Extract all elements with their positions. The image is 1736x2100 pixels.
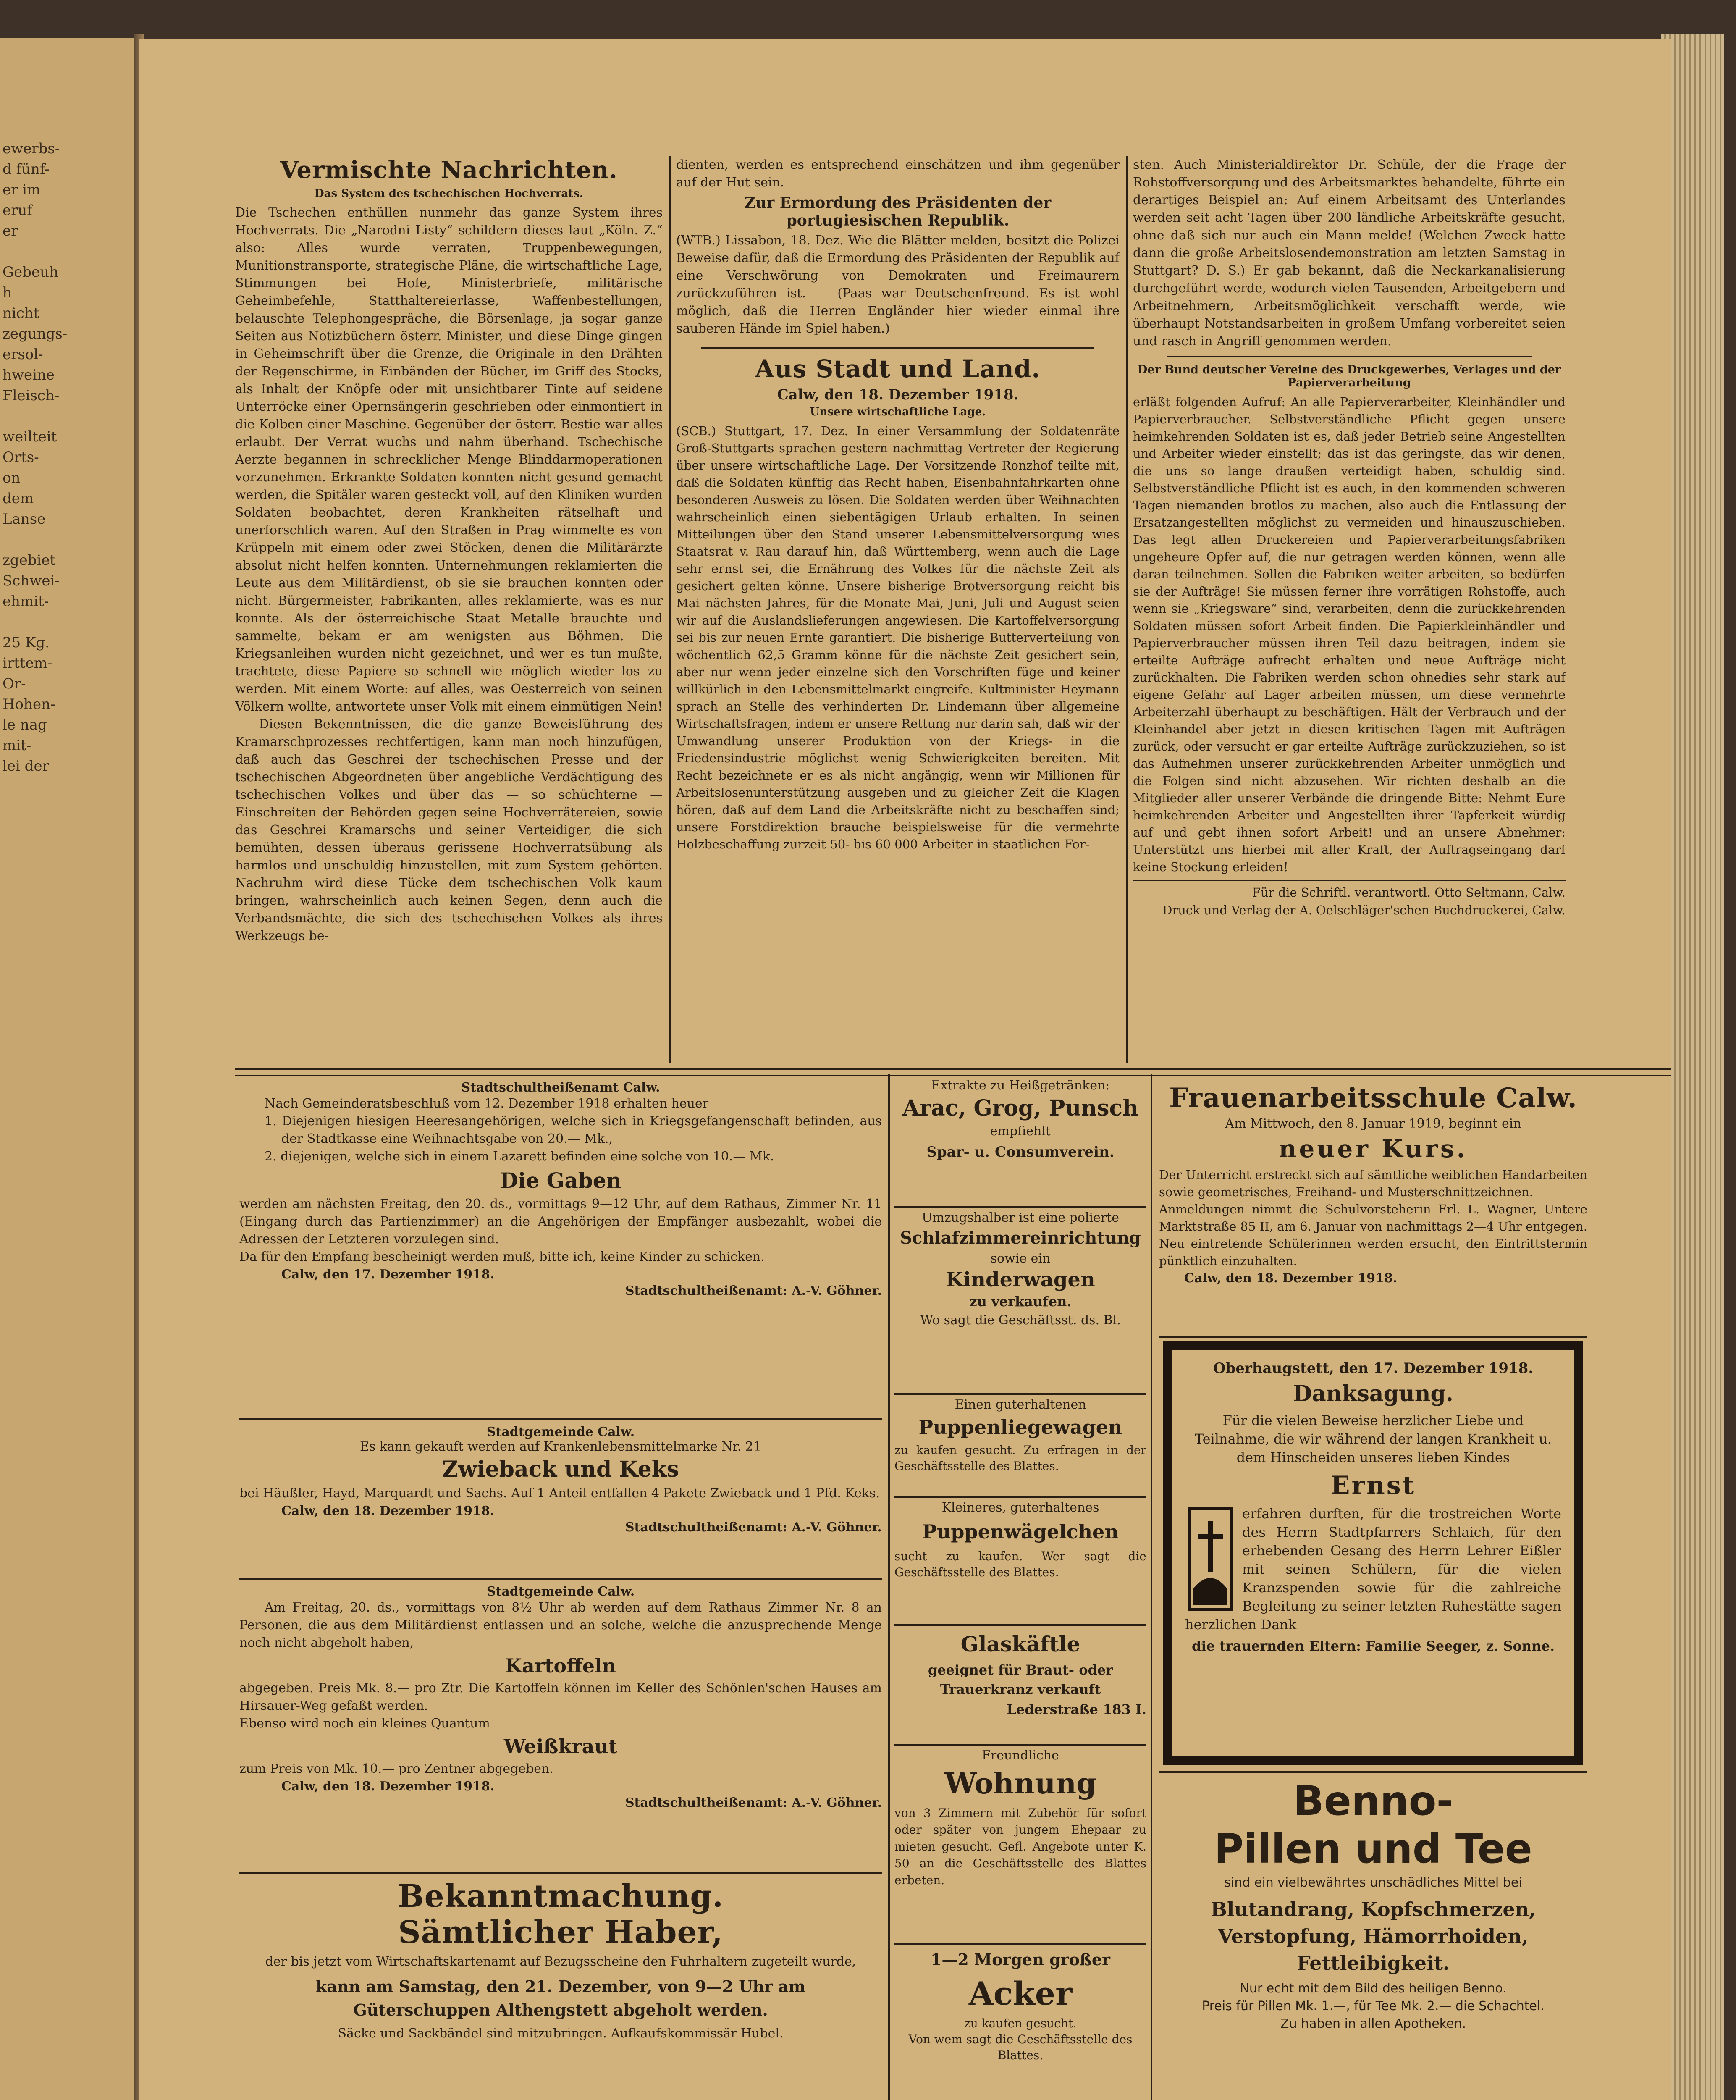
ad-signature: die trauernden Eltern: Familie Seeger, z. Sonne.	[1192, 1638, 1555, 1654]
ad-benno-pillen	[1159, 1777, 1587, 2100]
ad-bekanntmachung-haber	[239, 1878, 882, 2100]
ad-footer: Spar- u. Consumverein.	[926, 1144, 1115, 1160]
ad-body-wrap	[1185, 1504, 1561, 1634]
ad-header: Stadtschultheißenamt Calw.	[461, 1080, 660, 1095]
ad-title: Kinderwagen	[946, 1268, 1095, 1292]
article-continuation: dienten, werden es entsprechend einschätzen und ihm gegenüber auf der Hut sein.	[676, 158, 1120, 190]
ad-top: Kleineres, guterhaltenes	[941, 1500, 1099, 1515]
ad-item: 2. diejenigen, welche sich in einem Lazarett befinden eine solche von 10.— Mk.	[265, 1149, 774, 1164]
article-body: (WTB.) Lissabon, 18. Dez. Wie die Blätter melden, besitzt die Polizei Beweise dafür, daß die Ermordung des Präsidenten der Republik auf eine Verschwörung von Demokraten und Freimaurern zurückzuführen ist. — (Paas war Deutschenfreund. Es ist wohl möglich, daß die Herren Engländer hier wieder einmal ihre sauberen Hände im Spiel haben.)	[676, 233, 1120, 336]
ad-top: Einen guterhaltenen	[955, 1397, 1086, 1412]
ad-glaskaeftle	[894, 1628, 1146, 1742]
ad-separator	[239, 1418, 882, 1420]
ad-separator	[1159, 1771, 1587, 1773]
article-heading: Der Bund deutscher Vereine des Druckgewerbes, Verlages und der Papierverarbeitung	[1137, 363, 1561, 389]
ad-title: neuer Kurs.	[1279, 1134, 1468, 1163]
ad-item: 1. Diejenigen hiesigen Heeresangehörigen, welche sich in Kriegsgefangenschaft befinden, aus der Stadtkasse eine Weihnachtsgabe von 20.— Mk.,	[265, 1114, 882, 1146]
ad-title: Kartoffeln	[505, 1654, 616, 1677]
article-title: Zur Ermordung des Präsidenten der portugiesischen Republik.	[744, 194, 1052, 229]
ad-header: Stadtgemeinde Calw.	[486, 1584, 635, 1599]
ad-intro: sind ein vielbewährtes unschädliches Mittel bei	[1224, 1875, 1522, 1890]
ad-intro: Nach Gemeinderatsbeschluß vom 12. Dezember 1918 erhalten heuer	[265, 1096, 709, 1111]
article-subtitle: Unsere wirtschaftliche Lage.	[810, 406, 986, 418]
ad-title: Danksagung.	[1293, 1381, 1454, 1407]
ad-danksagung	[1163, 1341, 1583, 1765]
ad-title: Schlafzimmereinrichtung	[900, 1228, 1141, 1248]
ad-separator	[894, 1744, 1146, 1746]
ad-date: Calw, den 18. Dezember 1918.	[281, 1504, 495, 1518]
ad-body: zu kaufen gesucht. Zu erfragen in der Geschäftsstelle des Blattes.	[894, 1443, 1146, 1473]
article-title: Aus Stadt und Land.	[755, 354, 1041, 383]
imprint-divider	[1133, 880, 1566, 881]
article-title: Vermischte Nachrichten.	[280, 156, 618, 184]
article-arbeitsmarkt-aufruf	[1133, 156, 1566, 1063]
column-divider	[1151, 1074, 1152, 2100]
article-body: Die Tschechen enthüllen nunmehr das ganze System ihres Hochverrats. Die „Narodni Listy“ schildern dieses laut „Köln. Z.“ also: Alles wurde verraten, Truppenbewegungen, Munitionstransporte, strategische Pläne, die wirtschaftliche Lage, Stimmungen bei Hofe, Ministerbriefe, militärische Geheimbefehle, Statthaltereierlasse, Waffenbestellungen, belauschte Telephongespräche, die Börsenlage, ja sogar ganze Seiten aus Notizbüchern österr. Minister, und diese Dinge gingen in Geheimschrift über die Grenze, die Originale in den Drähten der Regenschirme, in Einbänden der Bücher, im Griff des Stocks, als Inhalt der Knöpfe oder mit unsichtbarer Tinte auf seidene Unterröcke einer Opernsängerin geschrieben oder einmontiert in die Kolben einer Maschine. Gegenüber der österr. Bestie war alles erlaubt. Der Verrat wuchs und nahm überhand. Tschechische Aerzte begannen in schrecklicher Menge Blinddarmoperationen vorzunehmen. Erkrankte Soldaten konnten nicht gesund gemacht werden, die Spitäler waren gesteckt voll, auf den Kliniken wurden Soldaten beobachtet, deren Krankheiten rätselhaft und unerforschlich waren. Auf den Straßen in Prag wimmelte es von Krüppeln mit einem oder zwei Stöcken, denen die Militärärzte absolut nicht helfen konnten. Unternehmungen reklamierten die Leute aus dem Militärdienst, ob sie sie brauchen konnten oder nicht. Bürgermeister, Fabrikanten, alles reklamierte, was es nur konnte. Als der österreichische Staat Metalle brauchte und sammelte, bekam er am wenigsten aus Böhmen. Die Kriegsanleihen wurden nicht gezeichnet, und wer es tun mußte, trachtete, diese Papiere so schnell wie möglich wieder los zu werden. Mit einem Worte: auf alles, was Oesterreich von seinen Völkern wollte, antwortete unser Volk mit einem einmütigen Nein! — Diesen Bekenntnissen, die die ganze Beweisführung des Kramarschprozesses rechtfertigen, kann man noch hinzufügen, daß auch das Geschrei der tschechischen Presse und der tschechischen Abgeordneten über angebliche Verdächtigung des tschechischen Volkes und über das — so schüchterne — Einschreiten der Behörden gegen seine Hochverrätereien, sowie das Geschrei Kramarschs und seiner Verteidiger, die sich bemühten, dessen überaus gerissene Hochverratsübung als harmlos und unschuldig hinzustellen, mit zum System gehörten. Nachruhm wird diese Tücke dem tschechischen Volk kaum bringen, wahrscheinlich auch keinen Segen, denn auch die Verbandsmächte, die sich des tschechischen Volkes als ihres Werkzeugs be-	[235, 205, 663, 943]
column-divider	[669, 156, 671, 1063]
newspaper-page	[139, 39, 1671, 2100]
ad-title: Bekanntmachung.	[398, 1878, 724, 1914]
ad-separator	[894, 1393, 1146, 1395]
ad-acker	[894, 1948, 1146, 2100]
ad-separator	[239, 1872, 882, 1874]
ad-body: Der Unterricht erstreckt sich auf sämtliche weiblichen Handarbeiten sowie geometrisches, Freihand- und Musterschnittzeichnen. Anmeldungen nimmt die Schulvorsteherin Frl. L. Wagner, Untere Marktstraße 85 II, am 6. Januar von nachmittags 2—4 Uhr entgegen. Neu eintretende Schülerinnen werden ersucht, den Eintrittstermin pünktlich einzuhalten.	[1159, 1168, 1587, 1268]
ad-title: Weißkraut	[503, 1735, 618, 1758]
left-page-text: ewerbs- d fünf- er im eruf er Gebeuh h nicht zegungs- ersol- hweine Fleisch- weilteit Orts- on dem Lanse zgebiet Schwei- ehmit- 25 Kg. irttem- Or- Hohen- le nag mit- lei der	[3, 140, 68, 774]
ad-intro: Am Freitag, 20. ds., vormittags von 8½ Uhr ab werden auf dem Rathaus Zimmer Nr. 8 an Personen, die aus dem Militärdienst entlassen und an solche, welche die anzusprechende Menge noch nicht abgeholt haben,	[239, 1600, 882, 1650]
ad-body: Nur echt mit dem Bild des heiligen Benno. Preis für Pillen Mk. 1.—, für Tee Mk. 2.— die Schachtel. Zu haben in allen Apotheken.	[1202, 1981, 1545, 2031]
ad-footer: Wo sagt die Geschäftsst. ds. Bl.	[920, 1313, 1121, 1328]
ad-footer: Lederstraße 183 I.	[1007, 1701, 1146, 1717]
ad-dateline: Oberhaugstett, den 17. Dezember 1918.	[1213, 1360, 1534, 1377]
ad-top: Umzugshalber ist eine polierte	[922, 1210, 1119, 1225]
ad-puppenwaegelchen	[894, 1500, 1146, 1622]
ad-body: zum Preis von Mk. 10.— pro Zentner abgegeben.	[239, 1761, 553, 1776]
ad-body: erfahren durften, für die trostreichen Worte des Herrn Stadtpfarrers Schlaich, für den erhebenden Gesang des Herrn Lehrer Eißler mit seinen Schülern, für die vielen Kranzspenden sowie für die zahlreiche Begleitung zu seiner letzten Ruhestätte sagen herzlichen Dank	[1185, 1506, 1561, 1633]
ad-body: zu kaufen gesucht. Von wem sagt die Geschäftsstelle des Blattes.	[908, 2016, 1133, 2062]
ad-date: Calw, den 17. Dezember 1918.	[281, 1267, 495, 1282]
imprint: Für die Schriftl. verantwortl. Otto Seltmann, Calw. Druck und Verlag der A. Oelschläger'schen Buchdruckerei, Calw.	[1162, 885, 1566, 917]
ad-title: Frauenarbeitsschule Calw.	[1169, 1082, 1577, 1114]
ad-body: der bis jetzt vom Wirtschaftskartenamt auf Bezugsscheine den Fuhrhaltern zugeteilt wurde,	[265, 1954, 856, 1969]
article-divider	[1167, 356, 1532, 357]
ad-separator	[1159, 1336, 1587, 1338]
ad-signature: Stadtschultheißenamt: A.-V. Göhner.	[625, 1284, 882, 1298]
ad-body: werden am nächsten Freitag, den 20. ds., vormittags 9—12 Uhr, auf dem Rathaus, Zimmer Nr. 11 (Eingang durch das Partienzimmer) an die Angehörigen der Empfänger ausbezahlt, wobei die Adressen der Letzteren vorzulegen sind. Da für den Empfang bescheinigt werden muß, bitte ich, keine Kinder zu schicken.	[239, 1197, 882, 1264]
ad-body: kann am Samstag, den 21. Dezember, von 9—2 Uhr am Güterschuppen Althengstett abgeholt werden.	[315, 1977, 806, 2019]
article-continuation: sten. Auch Ministerialdirektor Dr. Schüle, der die Frage der Rohstoffversorgung und des Arbeitsmarktes behandelte, führte ein derartiges Beispiel an: Auf einem Arbeitsamt des Unterlandes werden seit acht Tagen über 200 ländliche Arbeitskräfte gesucht, ohne daß sich nur auch ein Mann melde! (Welchen Zweck hatte dann die große Arbeitslosendemonstration am letzten Samstag in Stuttgart? D. S.) Er gab bekannt, daß die Neckarkanalisierung durchgeführt werde, wodurch vielen Tausenden, Arbeitgebern und Arbeitnehmern, Arbeitsmöglichkeit verschafft werde, wie überhaupt Notstandsarbeiten in großem Umfang vorbereitet seien und rasch in Angriff genommen werden.	[1133, 158, 1566, 349]
ad-title: Pillen und Tee	[1214, 1825, 1532, 1872]
ad-signature: Stadtschultheißenamt: A.-V. Göhner.	[625, 1796, 882, 1810]
ad-weihnachtsgabe	[239, 1080, 882, 1412]
ad-separator	[239, 1578, 882, 1580]
ad-top: 1—2 Morgen großer	[930, 1950, 1111, 1969]
ad-top: Extrakte zu Heißgetränken:	[931, 1078, 1110, 1093]
ad-mid: sowie ein	[990, 1251, 1051, 1266]
column-divider	[888, 1074, 890, 2100]
ad-wohnung	[894, 1748, 1146, 1941]
column-divider	[1126, 156, 1128, 1063]
ad-body: von 3 Zimmern mit Zubehör für sofort oder später von jungem Ehepaar zu mieten gesucht. Gefl. Angebote unter K. 50 an die Geschäftsstelle des Blattes erbeten.	[894, 1806, 1146, 1887]
ad-date: Calw, den 18. Dezember 1918.	[1184, 1271, 1398, 1286]
ad-title: Puppenliegewagen	[918, 1416, 1122, 1438]
ad-zwieback-keks	[239, 1425, 882, 1572]
ad-title: Glaskäftle	[960, 1632, 1080, 1656]
ad-title: Puppenwägelchen	[922, 1520, 1119, 1543]
ad-schlafzimmer-kinderwagen	[894, 1210, 1146, 1391]
ad-intro: Am Mittwoch, den 8. Januar 1919, beginnt ein	[1225, 1116, 1521, 1131]
article-subtitle: Das System des tschechischen Hochverrats.	[315, 187, 583, 200]
left-page-fragment	[0, 38, 139, 2100]
ad-signature: Stadtschultheißenamt: A.-V. Göhner.	[625, 1520, 882, 1535]
ad-body: abgegeben. Preis Mk. 8.— pro Ztr. Die Kartoffeln können im Keller des Schönlen'schen Hauses am Hirsauer-Weg gefaßt werden. Ebenso wird noch ein kleines Quantum	[239, 1681, 882, 1731]
ad-body: bei Häußler, Hayd, Marquardt und Sachs. Auf 1 Anteil entfallen 4 Pakete Zwieback und 1 Pfd. Keks.	[239, 1486, 880, 1501]
ad-header: Stadtgemeinde Calw.	[486, 1425, 635, 1439]
ad-body: geeignet für Braut- oder Trauerkranz verkauft	[928, 1662, 1113, 1697]
ad-top: Freundliche	[982, 1748, 1059, 1763]
ad-separator	[894, 1624, 1146, 1626]
ad-frauenarbeitsschule	[1159, 1080, 1587, 1332]
ad-separator	[894, 1943, 1146, 1945]
ad-arac-grog-punsch	[894, 1078, 1146, 1204]
ad-title: Die Gaben	[500, 1168, 621, 1193]
article-portugal-and-stadt	[676, 156, 1120, 1061]
article-body: erläßt folgenden Aufruf: An alle Papierverarbeiter, Kleinhändler und Papierverbraucher. Selbstverständliche Pflicht gegen unsere heimkehrenden Soldaten ist es, daß jeder Betrieb seine Angestellten und Arbeiter wieder einstellt; das ist das geringste, das wir denen, die uns so lange draußen verteidigt haben, schuldig sind. Selbstverständliche Pflicht ist es auch, in den kommenden schweren Tagen niemanden brotlos zu machen, also auch die Entlassung der Ersatzangestellten möglichst zu vermeiden und hinauszuschieben. Das legt allen Druckereien und Papierverarbeitungsfabriken ungeheure Opfer auf, die nur getragen werden können, wenn alle daran teilnehmen. Sollen die Fabriken weiter arbeiten, so bedürfen sie der Aufträge! Sie müssen ferner ihre vorrätigen Rohstoffe, auch wenn sie „Kriegsware“ sind, verarbeiten, denn die zurückkehrenden Soldaten müssen sofort Arbeit finden. Die Papierkleinhändler und Papierverbraucher müssen ihren Teil dazu beitragen, indem sie erteilte Aufträge aufrecht erhalten und neue Aufträge nicht zurückhalten. Die Fabriken werden schon ohnedies sehr stark auf eigene Gefahr auf Lager arbeiten müssen, um diese vermehrte Arbeiterzahl überhaupt zu beschäftigen. Hält der Verbrauch und der Kleinhandel aber jetzt in diesen kritischen Tagen mit Aufträgen zurück, oder versucht er gar erteilte Aufträge zurückzuziehen, so ist das Aufnehmen unserer zurückkehrenden Arbeiter unmöglich und die Folgen sind nicht abzusehen. Wir richten deshalb an die Mitglieder aller unserer Verbände die dringende Bitte: Nehmt Eure heimkehrenden Arbeiter und Angestellten ihrer Tapferkeit würdig auf und gebt ihnen sofort Arbeit! und an unsere Abnehmer: Unterstützt uns hierbei mit aller Kraft, der Auftragseingang darf keine Stockung erleiden!	[1133, 395, 1566, 874]
ad-kartoffeln-weisskraut	[239, 1584, 882, 1866]
ad-title: Acker	[968, 1975, 1073, 2012]
ad-title: Sämtlicher Haber,	[398, 1914, 723, 1950]
article-vermischte-nachrichten	[235, 156, 663, 1059]
ad-intro: Es kann gekauft werden auf Krankenlebensmittelmarke Nr. 21	[360, 1439, 761, 1454]
ad-puppenliegewagen	[894, 1397, 1146, 1494]
ads-section-rule	[235, 1068, 1671, 1076]
ad-separator	[894, 1496, 1146, 1498]
ad-separator	[894, 1206, 1146, 1208]
article-dateline: Calw, den 18. Dezember 1918.	[777, 386, 1019, 403]
grave-cross-icon	[1185, 1504, 1235, 1614]
ad-title: Wohnung	[944, 1767, 1096, 1801]
ad-body: sucht zu kaufen. Wer sagt die Geschäftsstelle des Blattes.	[894, 1549, 1146, 1579]
ad-mid: empfiehlt	[990, 1124, 1051, 1139]
ad-title: Zwieback und Keks	[442, 1457, 679, 1482]
ad-footer: Säcke und Sackbändel sind mitzubringen. Aufkaufskommissär Hubel.	[338, 2026, 784, 2041]
ad-body: Für die vielen Beweise herzlicher Liebe und Teilnahme, die wir während der langen Krankheit u. dem Hinscheiden unseres lieben Kindes	[1194, 1412, 1552, 1465]
article-body: (SCB.) Stuttgart, 17. Dez. In einer Versammlung der Soldatenräte Groß-Stuttgarts sprachen gestern nachmittag Vertreter der Regierung über unsere wirtschaftliche Lage. Der Vorsitzende Ronzhof teilte mit, daß die Soldaten künftig das Recht haben, Eisenbahnfahrkarten ohne besonderen Ausweis zu lösen. Die Soldaten werden über Weihnachten wahrscheinlich einen siebentägigen Urlaub erhalten. In seinen Mitteilungen über den Stand unserer Lebensmittelversorgung wies Staatsrat v. Rau darauf hin, daß Württemberg, wenn auch die Lage sehr ernst sei, die Ernährung des Volkes für die nächste Zeit als gesichert gelten könne. Unsere bisherige Brotversorgung reicht bis Mai nächsten Jahres, für die Monate Mai, Juni, Juli und August seien wir auf die Auslandslieferungen angewiesen. Die Kartoffelversorgung sei bis zur neuen Ernte garantiert. Die bisherige Butterverteilung von wöchentlich 62,5 Gramm könne für die nächste Zeit gesichert sein, aber nur wenn jeder einzelne sich den Vorschriften füge und keiner willkürlich in den Lebensmittelmarkt eingreife. Kultminister Heymann sprach an Stelle des verhinderten Dr. Lindemann über allgemeine Wirtschaftsfragen, indem er unsere Rettung nur darin sah, daß wir der Umwandlung unserer Produktion von der Kriegs- in die Friedensindustrie möglichst wenig Schwierigkeiten bereiten. Mit Recht bezeichnete er es als nicht angängig, wenn wir Millionen für Arbeitslosenunterstützung ausgeben und zu gleicher Zeit die Klagen hören, daß auf dem Land die Arbeitskräfte nicht zu beschaffen sind; unsere Forstdirektion brauche beispielsweise für die vermehrte Holzbeschaffung zurzeit 50- bis 60 000 Arbeiter in staatlichen For-	[676, 424, 1120, 851]
article-divider	[701, 347, 1094, 349]
ad-title: Arac, Grog, Punsch	[902, 1095, 1138, 1121]
ad-sub: zu verkaufen.	[969, 1294, 1072, 1310]
ad-title: Benno-	[1293, 1777, 1453, 1824]
ad-list: Blutandrang, Kopfschmerzen, Verstopfung, Hämorrhoiden, Fettleibigkeit.	[1210, 1898, 1536, 1974]
ad-name: Ernst	[1330, 1471, 1416, 1500]
ad-date: Calw, den 18. Dezember 1918.	[281, 1779, 495, 1794]
